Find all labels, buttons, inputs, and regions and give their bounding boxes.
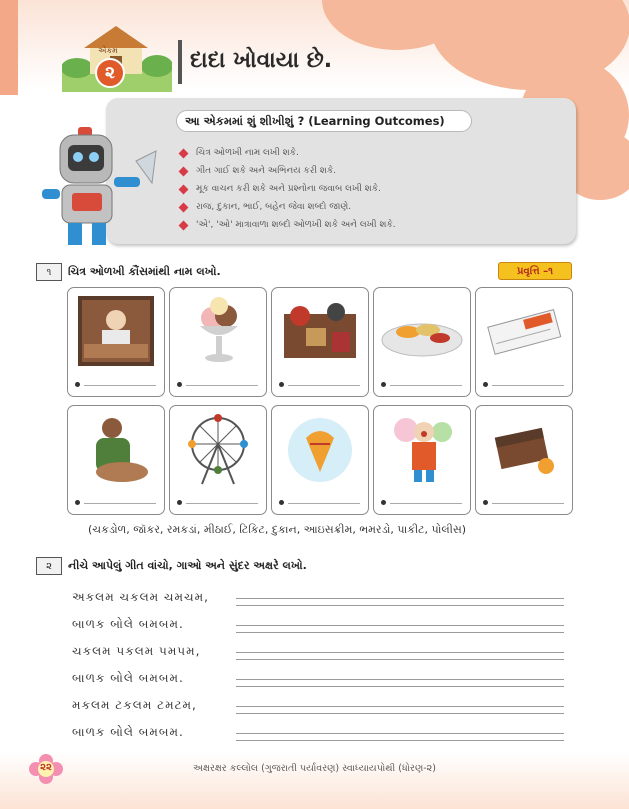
picture-card <box>373 405 471 515</box>
left-edge-stripe <box>0 0 18 95</box>
ice-cream-icon <box>174 292 262 370</box>
answer-bullet <box>381 500 386 505</box>
writing-line[interactable] <box>236 686 564 687</box>
writing-line[interactable] <box>236 713 564 714</box>
writing-line[interactable] <box>236 679 564 680</box>
answer-bullet <box>381 382 386 387</box>
bullet-icon <box>179 166 189 176</box>
page-title: દાદા ખોવાયા છે. <box>190 48 333 73</box>
ticket-icon <box>480 292 568 370</box>
title-divider <box>178 40 182 84</box>
answer-bullet <box>483 500 488 505</box>
peanut-seller-icon <box>72 410 160 488</box>
bullet-icon <box>179 184 189 194</box>
picture-card <box>67 287 165 397</box>
picture-card <box>271 287 369 397</box>
chapter-number-badge: ૨ <box>95 58 125 88</box>
writing-line[interactable] <box>236 652 564 653</box>
robot-mascot-icon <box>40 125 160 250</box>
chapter-word: એકમ <box>98 46 118 55</box>
word-bank: (ચકડોળ, જૉકર, રમકડાં, મીઠાઈ, ટિકિટ, દુકાન, આઇસક્રીમ, ભમરડો, પાકીટ, પોલીસ) <box>88 523 467 536</box>
writing-line[interactable] <box>236 733 564 734</box>
answer-line[interactable] <box>390 503 462 504</box>
picture-card <box>475 287 573 397</box>
answer-line[interactable] <box>288 385 360 386</box>
poem-line: ચકલમ પકલમ પમપમ, <box>72 644 201 658</box>
writing-line[interactable] <box>236 625 564 626</box>
section-1-instruction: ચિત્ર ઓળખી કૌંસમાંથી નામ લખો. <box>68 265 221 278</box>
poem-line: બાળક બોલે બમબમ. <box>72 671 184 685</box>
poem-line: અકલમ ચકલમ ચમચમ, <box>72 590 209 604</box>
learning-outcome-item: 'એ', 'ઓ' માત્રાવાળા શબ્દો ઓળખી શકે અને લખી શકે. <box>180 216 396 234</box>
answer-bullet <box>279 382 284 387</box>
answer-line[interactable] <box>492 503 564 504</box>
poem-line: મકલમ ટકલમ ટમટમ, <box>72 698 197 712</box>
picture-card <box>373 287 471 397</box>
writing-line[interactable] <box>236 605 564 606</box>
answer-line[interactable] <box>186 503 258 504</box>
learning-outcome-item: ચિત્ર ઓળખી નામ લખી શકે. <box>180 144 396 162</box>
answer-line[interactable] <box>390 385 462 386</box>
picture-card <box>475 405 573 515</box>
writing-line[interactable] <box>236 598 564 599</box>
writing-line[interactable] <box>236 706 564 707</box>
section-1-number: ૧ <box>36 263 62 281</box>
writing-line[interactable] <box>236 740 564 741</box>
answer-line[interactable] <box>492 385 564 386</box>
learning-outcome-item: રાજ, દુકાન, ભાઈ, બહેન જેવા શબ્દો જાણે. <box>180 198 396 216</box>
joker-icon <box>378 410 466 488</box>
spinning-top-icon <box>276 410 364 488</box>
poem-line: બાળક બોલે બમબમ. <box>72 617 184 631</box>
picture-card <box>169 287 267 397</box>
answer-bullet <box>279 500 284 505</box>
learning-outcomes-title: આ એકમમાં શું શીખીશું ? (Learning Outcomes) <box>176 110 472 132</box>
ferris-wheel-icon <box>174 410 262 488</box>
answer-line[interactable] <box>288 503 360 504</box>
answer-bullet <box>75 500 80 505</box>
bullet-icon <box>179 148 189 158</box>
answer-bullet <box>177 382 182 387</box>
answer-bullet <box>75 382 80 387</box>
answer-line[interactable] <box>186 385 258 386</box>
section-2-instruction: નીચે આપેલું ગીત વાંચો, ગાઓ અને સુંદર અક્ષરે લખો. <box>68 559 307 572</box>
writing-line[interactable] <box>236 659 564 660</box>
answer-line[interactable] <box>84 503 156 504</box>
writing-line[interactable] <box>236 632 564 633</box>
learning-outcomes-list <box>180 144 396 234</box>
section-2-number: ૨ <box>36 557 62 575</box>
section-1-header <box>36 262 221 282</box>
learning-outcome-item: મૂક વાચન કરી શકે અને પ્રશ્નોના જવાબ લખી શકે. <box>180 180 396 198</box>
section-2-header <box>36 556 307 576</box>
footer-text: અક્ષરક્ષર કલ્લોલ (ગુજરાતી પર્યાવરણ) સ્વાધ્યાયપોથી (ધોરણ-૨) <box>193 763 436 774</box>
sweets-plate-icon <box>378 292 466 370</box>
learning-outcome-item: ગીત ગાઈ શકે અને અભિનય કરી શકે. <box>180 162 396 180</box>
answer-bullet <box>177 500 182 505</box>
picture-card <box>271 405 369 515</box>
answer-bullet <box>483 382 488 387</box>
picture-card <box>67 405 165 515</box>
picture-card <box>169 405 267 515</box>
bullet-icon <box>179 202 189 212</box>
activity-tag: પ્રવૃત્તિ –૧ <box>498 262 572 280</box>
answer-line[interactable] <box>84 385 156 386</box>
page-number: ૨૨ <box>40 762 52 773</box>
toy-shop-icon <box>276 292 364 370</box>
bullet-icon <box>179 220 189 230</box>
poem-line: બાળક બોલે બમબમ. <box>72 725 184 739</box>
shop-icon <box>72 292 160 370</box>
packet-icon <box>480 410 568 488</box>
footer-background <box>0 752 629 809</box>
